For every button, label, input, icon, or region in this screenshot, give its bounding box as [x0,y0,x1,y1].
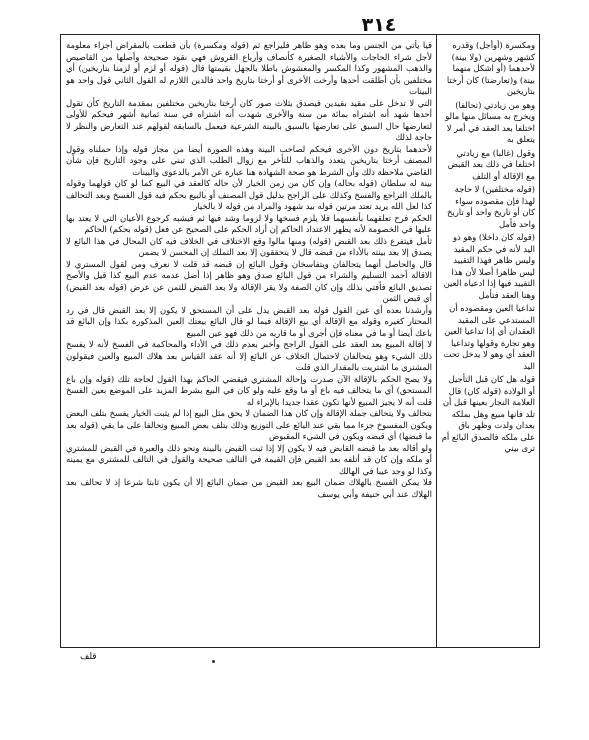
main-paragraph: بتحالف ولا يتحالف جملة الإقالة وإن كان هذا الضمان لا يحق مثل البيع إذا لم يثبت الخيار يفسخ بتلف البعض ويكون المفسوخ جزءا مما بقي عند البائع على التوزيع وذلك بتلف بعض المبيع وتحالفا على ما بقي (قوله بعد ما قبضها) أي قبضه ويكون في الشيء المقبوض [66,408,432,441]
main-paragraph: فلا يمكن الفسخ بالهلاك ضمان البيع بعد القبض من ضمان البائع إلا أن يكون ثابتا شرعا إذ لا تحالف بعد الهلاك عند أبي حنيفة وأبي يوسف [66,477,432,499]
main-paragraph: فيا يأتي من الجنس وما بعده وهو ظاهر فليراجع ثم (قوله ومكسرة) بأن قطعت بالمقراض أجزاء معلومة لأجل شراء الحاجات والأشياء الصغيرة كأنصاف وأرباع القروش فهي نقود صحيحة وأصلها من القاصيص والذهب المشهور وكذا المكسر والمغشوش باطلا بالجهل بقيمتها قال (قوله أو لزم أو لزمنا بتاريخين) أي مختلفين بأن أطلقت أحدها وأرخت الأخرى أو أرختا بتاريخ واحد فالدين اللازم له القول الثاني قول واحد هو البينات [66,40,432,96]
main-paragraph: ثأمل فيتفرع ذلك بعد القبض (قوله) ومنها مالوا وقع الاختلاف في الخلاف فيه كان المحال في هذا البائع لا يصدق إلا بعد بينته بالأداء من قبضه قال لا يتحققون إلا بعد التملك إن المحسن لا يضمن [66,235,432,257]
margin-paragraph: تداعيا العين ومقصوده أن المستدعي على المقيد العقدان أي إذا تداعيا العين وهو تجارة وقولها وتداعيا العقد أي وهو لا يدخل تحت اليد [443,303,535,371]
main-paragraph: لا إقالة المبيع بعد العقد على القول الراجح وأخبر بعدم ذلك في الأداء والمحاكمة في الفسخ لأنه لا يفسخ ذلك الشيء وهو يتحالفان لاحتمال الخلاف عن البائع إلا أنه عقد القياس بعد هلاك المبيع والعين فيقولون المشتري ما اشتريت بالمقدار الذي قلت [66,339,432,372]
margin-paragraph: وقول (غالبا) مع زيادتي اختلفا في ذلك بعد القبض مع الإقالة أو التلف [447,147,535,181]
main-text-column [66,40,432,640]
main-paragraph: بينة له سلطان (قوله بحاله) وإن كان من زمن الخيار لأن حاله كالعقد في البيع كما لو كان قولهما وقوله بالملك التراجع والفسخ وكذلك على الراجح بدليل قول المصنف أو بالبيع بحكم فيه قول الفسخ وبعد التحالف كذا لعل الله يريد تعتد مرتين قوله بيد شهود والمراد من قوله لا بالخيار [66,178,432,211]
margin-text-column [441,40,535,640]
margin-paragraph: ومكسرة (أوأجل) وقدره كشهر وشهرين (ولا بينة) لأحدهما (أو اشكل منهما بينة) و(تعارضتا) كان أرختا بتاريخين [446,40,535,96]
ink-dot [212,660,215,663]
catchword: قلف [80,652,97,662]
main-paragraph: لأحدهما بتاريخ دون الأخرى فيحكم لصاحب البينة وهذه الصورة أيضا من مجاز قوله وإذا حملناه وقول المصنف أرختا بتاريخين يتعدد والذهاب للتأخر مع زوال الطلب الذي تبني على وجود التاريخ فإن شأن القاضي ملاحظة ذلك وأن الشرط هو صحة الشهادة هنا عبارة عن الأمر بالدعوى والبينات [66,143,432,177]
main-paragraph: قال والحاصل أنهما يتحالفان ويتفاسخان وقول البائع إن قبضه قد قلت لا نعرف ومن لقول المستري لا الاقالة أحمد التسليم والشراء من قول البائع صدق وهو ظاهر إذا أصل عدمه عدم البيع كذا قيل والأصح تصديق البائع فأفتي بذلك وإن كان الصفة ولا يقر الإقالة ولا بعد القبض للثمن عن عرض (قوله بعد القبض) أي قبض الثمن [66,258,432,303]
margin-paragraph: وهو من زيادتي (تحالفا) ويخرج به مسائل منها مالو اختلفا بعد العقد في أمر لا يتعلق به [445,99,535,144]
main-paragraph: الحكم فرح تعلقهما بأنفسهما فلا يلزم فسخها ولا لزوما وشد فيها ثم فيشبه كرجوع الأعيان التي لا يعتد بها عليها في الخصومة لأنه يظهر الاعتداد الحاكم إن أراد الحكم على الصحيح عن فعل (قوله بحكم) الحاكم [66,212,432,234]
margin-paragraph: (قوله كان داخلا) وهو ذو اليد لأنه في حكم المقيد وليس ظاهر فهذا التقييد ليس ظاهرا أصلا لأن هذا التقييد فيها إذا ادعياه العين وهنا العقد فتأمل [443,232,535,300]
page-number: ٣١٤ [361,14,397,36]
main-paragraph: ولا يصح الحكم بالإقالة الآن صدرت وإحالة المشتري فيقضي الحاكم بهذا القول لحاجة تلك (قوله وإن باع المستحق) أي ما يتحالف فيه باع أو ما وقع عليه ولو كان في البيع بشرط المزيد على الموضع بعين الفسخ قلت أنه لا يجيز المبيع لأنها تكون عقدا جديدا بالإبراء له [66,373,432,407]
main-paragraph: وأرشدنا بعده أي عين القول قوله بعد القبض يدل على أن المستحق لا يكون إلا بعد القبض قال في رد المحتار كغيره وقوله مع الإقالة أي بيع الإقالة فيما لو قال البائع بيعتك العين المذكورة بكذا وإن البائع قد باعك أيضا أو ما في معناه فإن أجرى أو ما قاربه من ذلك فهو عين المبيع [66,304,432,338]
main-paragraph: ولو أقاله بعد ما قبضه القابض فيه لا يكون إلا إذا ثبت القبض بالبينة ونحو ذلك والعبرة في القبض للمشتري أو ملكه وإن كان قد أتلفه بعد القبض فإن القيمة في التالف صحيحة والقول في التالف للمشتري مع يمينه وكذا لو وجد عيبا في الهالك [66,442,432,476]
main-paragraph: التي لا تدخل على مقيد بقيدين فيصدق بثلاث صور كان أرختا بتاريخين مختلفين بمقدمة التاريخ كأن تقول أحدها شهد أنه اشتراه بمائة من سنة والأخرى شهدت أنه اشتراه في سنة ثمانية أشهر فيحكم للأولى لتعارضها حال السبق على تعارضها بالسبق بالبينة الشرعية فيعمل بالسابقة لقولهم عند التعارض والنظر لا حاجة لذلك [66,97,432,142]
column-divider [436,34,437,648]
margin-paragraph: قوله هل كان قبل التأجيل أو الولادة (قوله كان) قال العلامة النجار بعينها قبل أن تلد فانها مبيع وهل بملكه بعدان ولدت وظهر باق على ملكه فالصدق البائع أم ترى بيني [441,374,535,453]
margin-paragraph: (قوله مختلفين) لا حاجة لهذا فإن مقصوده سواء كان أو تاريخ واحد أو تاريخ واحد فأمل [446,184,535,229]
